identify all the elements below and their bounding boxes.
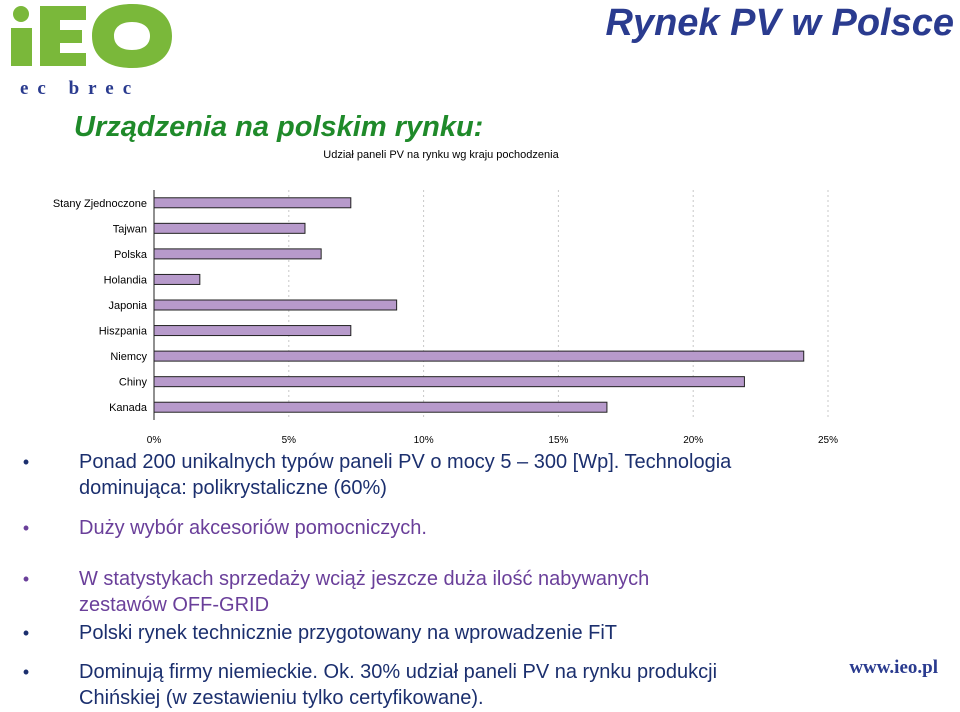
origin-share-bar-chart	[0, 140, 960, 450]
bullet-text-line: zestawów OFF-GRID	[79, 594, 270, 616]
chart-bars	[154, 198, 804, 412]
chart-category-labels	[53, 198, 148, 414]
bullet-text-line: Dominują firmy niemieckie. Ok. 30% udział paneli PV na rynku produkcji	[79, 661, 718, 683]
bar	[154, 377, 744, 387]
bar	[154, 402, 607, 412]
bullet-item	[0, 659, 879, 711]
category-label: Japonia	[108, 300, 147, 312]
logo-o-letter	[92, 4, 172, 68]
category-label: Niemcy	[110, 351, 147, 364]
bullet-dot-icon: •	[22, 569, 30, 589]
bullet-item	[0, 515, 879, 541]
bar	[154, 274, 200, 284]
bullet-text-line: Duży wybór akcesoriów pomocniczych.	[79, 517, 427, 539]
bullet-text-line: Polski rynek technicznie przygotowany na wprowadzenie FiT	[79, 622, 618, 644]
category-label: Kanada	[109, 402, 147, 415]
bullet-item	[0, 449, 879, 501]
logo-subtitle: ec brec	[20, 78, 141, 99]
x-tick-label: 5%	[281, 435, 297, 446]
bar	[154, 300, 397, 310]
x-tick-label: 25%	[817, 435, 839, 446]
x-tick-label: 15%	[548, 435, 569, 446]
logo-e-letter	[40, 6, 86, 66]
category-label: Chiny	[118, 376, 147, 389]
ieo-logo	[0, 0, 180, 100]
x-tick-label: 20%	[683, 435, 704, 446]
bullet-dot-icon: •	[22, 623, 30, 643]
bar	[154, 351, 804, 361]
x-tick-label: 10%	[413, 435, 434, 446]
footer-url[interactable]: www.ieo.pl	[849, 657, 938, 678]
bullet-text-line: Ponad 200 unikalnych typów paneli PV o mocy 5 – 300 [Wp]. Technologia	[79, 451, 732, 473]
chart-x-tick-labels	[147, 435, 838, 446]
slide-title: Rynek PV w Polsce	[605, 2, 954, 44]
category-label: Stany Zjednoczone	[52, 197, 147, 210]
category-label: Hiszpania	[98, 325, 147, 338]
bullet-item	[0, 620, 879, 646]
logo-i-stem	[11, 28, 32, 66]
category-label: Holandia	[103, 274, 147, 287]
section-heading: Urządzenia na polskim rynku:	[74, 111, 484, 143]
bullet-dot-icon: •	[22, 518, 30, 538]
category-label: Polska	[113, 248, 147, 261]
bullet-text-line: dominująca: polikrystaliczne (60%)	[79, 477, 387, 499]
chart-title: Udział paneli PV na rynku wg kraju pochodzenia	[323, 149, 559, 161]
bar	[154, 198, 351, 208]
bullet-item	[0, 566, 879, 618]
bullet-dot-icon: •	[22, 452, 30, 472]
bar	[154, 249, 321, 259]
bullet-dot-icon: •	[22, 662, 30, 682]
logo-dot	[13, 6, 29, 22]
bar	[154, 223, 305, 233]
category-label: Tajwan	[112, 223, 147, 236]
x-tick-label: 0%	[146, 435, 162, 446]
bullet-text-line: W statystykach sprzedaży wciąż jeszcze duża ilość nabywanych	[79, 568, 650, 590]
bullet-text-line: Chińskiej (w zestawieniu tylko certyfikowane).	[79, 687, 484, 709]
bar	[154, 326, 351, 336]
